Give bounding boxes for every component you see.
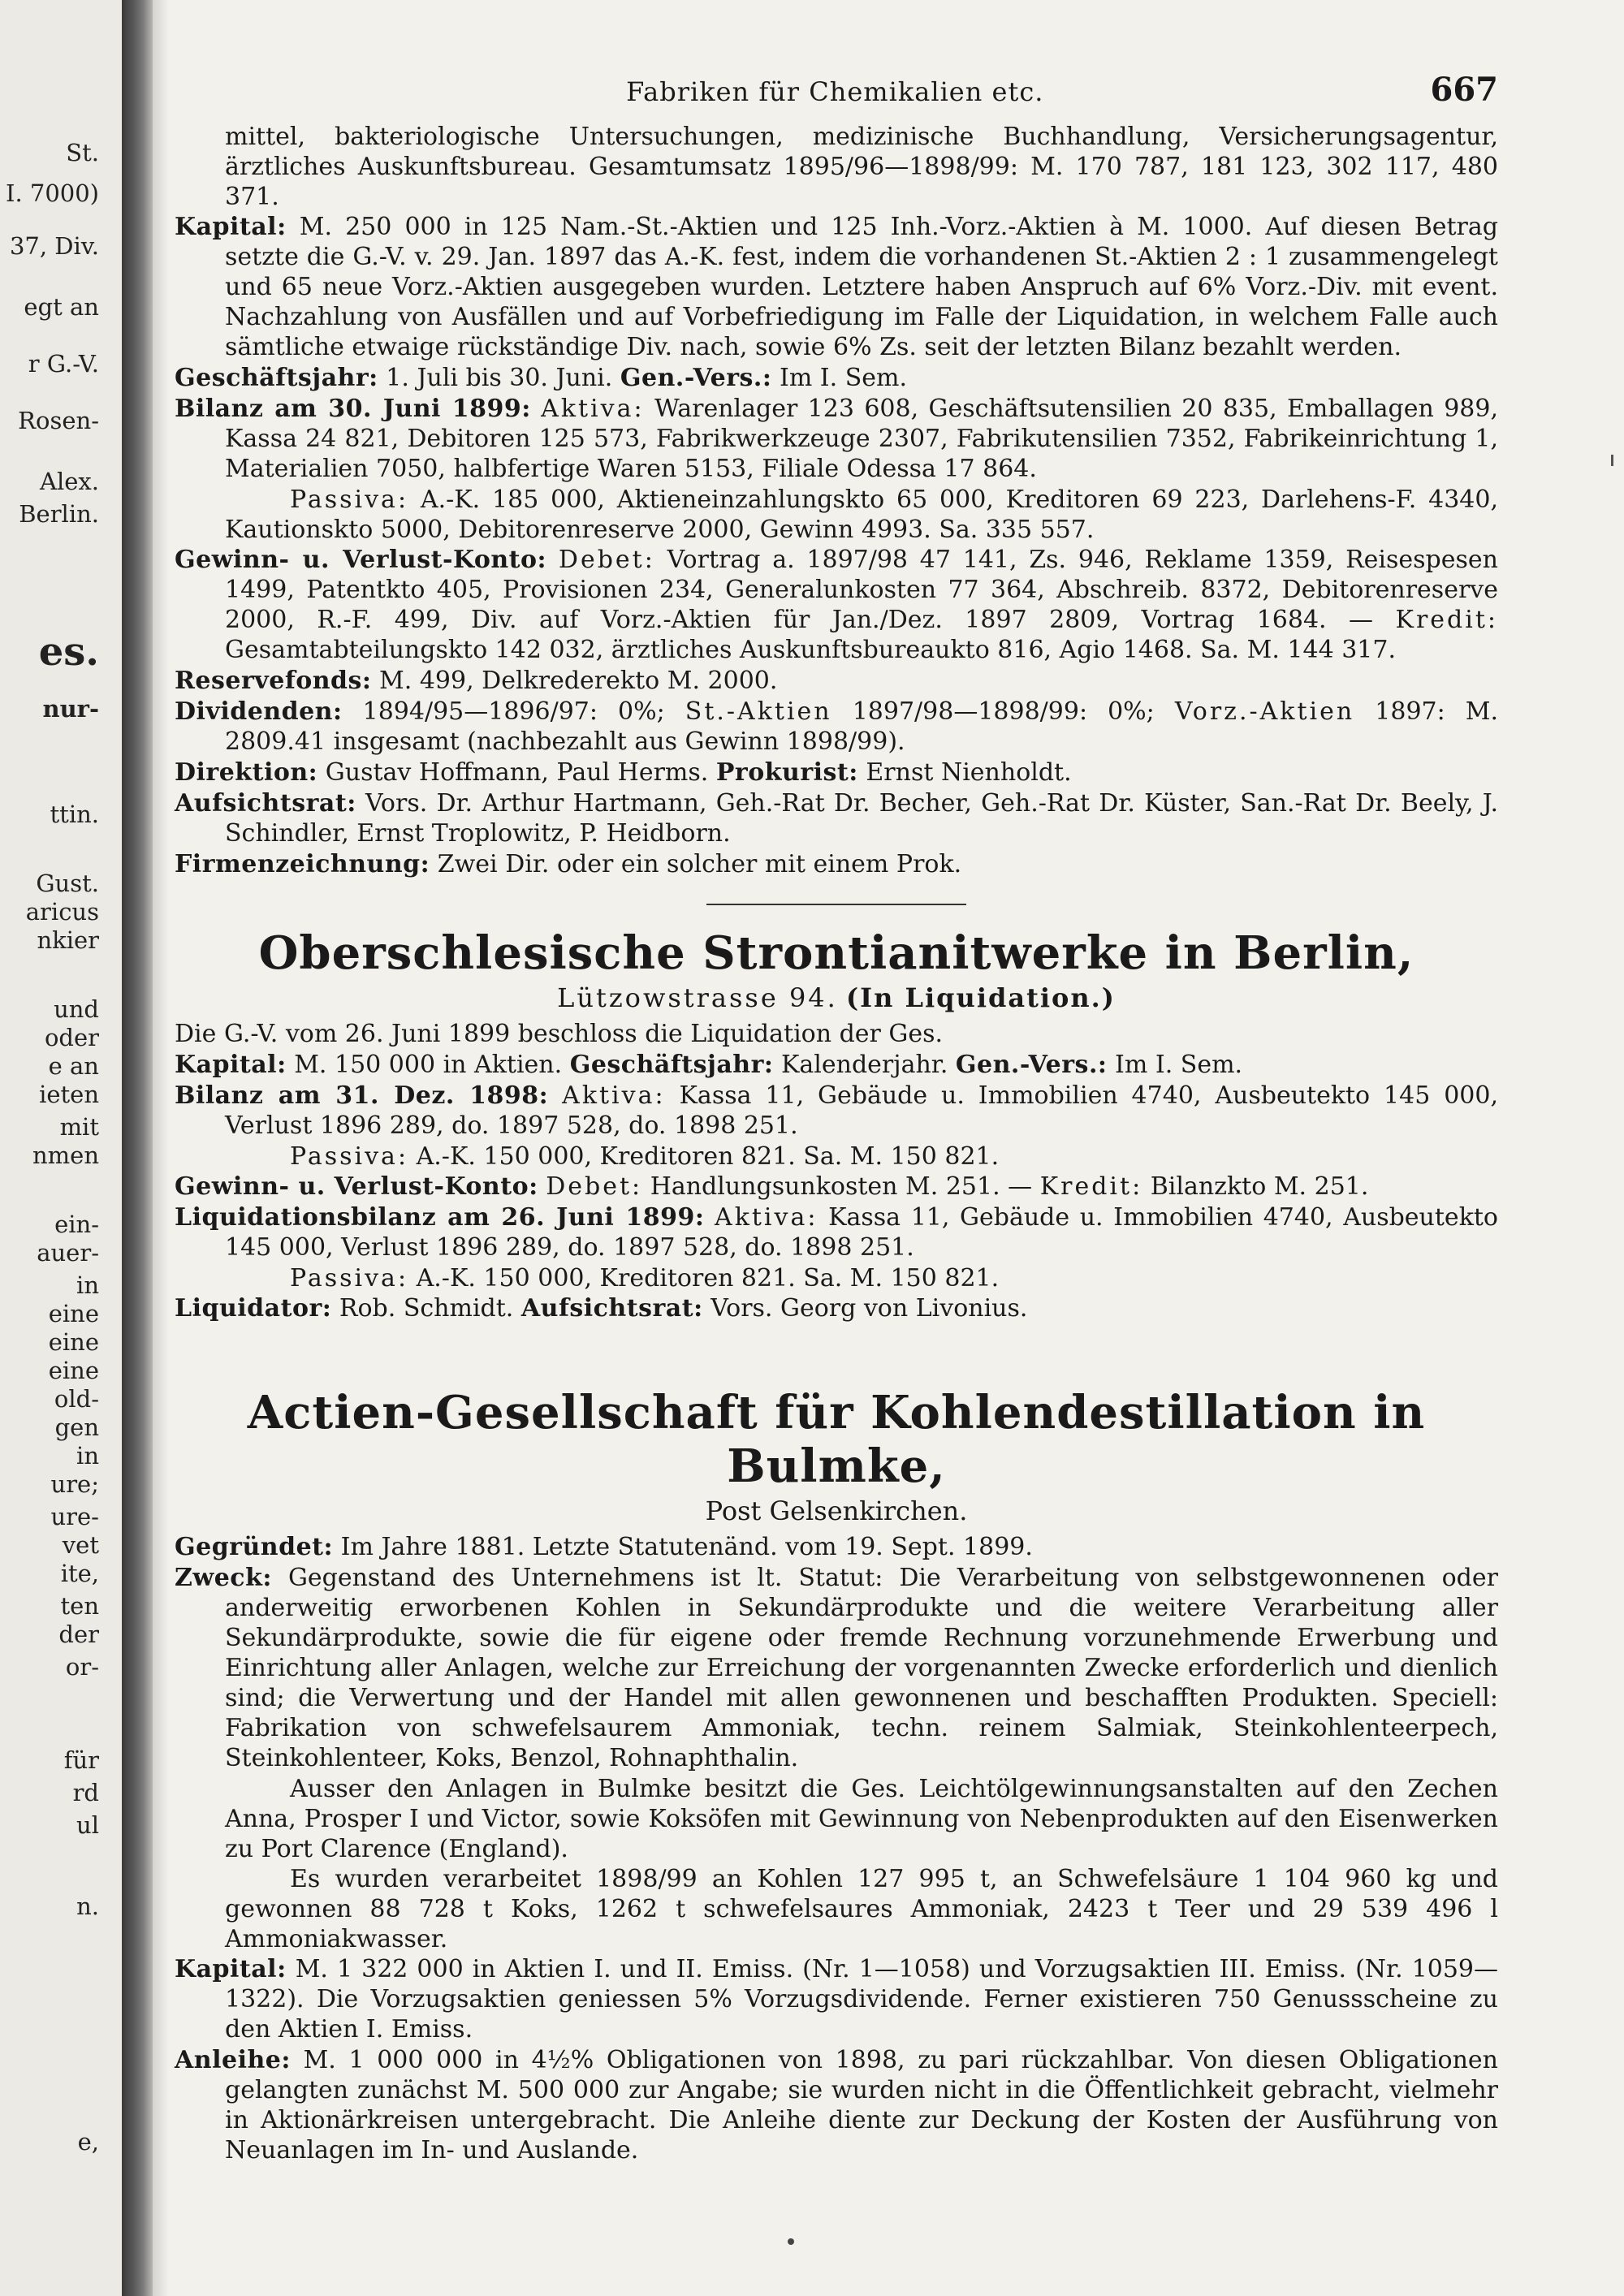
adjacent-page-fragment: ieten bbox=[39, 1081, 99, 1108]
prokurist-text: Ernst Nienholdt. bbox=[866, 758, 1072, 787]
section3-para2: Ausser den Anlagen in Bulmke besitzt die Ges. Leichtölgewinnungsanstalten auf den Zechen Anna, Prosper I und Victor, sowie Koksöfen mit Gewinnung von Nebenprodukten auf den Eisenwerken zu Port Clarence (England). bbox=[225, 1775, 1498, 1863]
section2-intro: Die G.-V. vom 26. Juni 1899 beschloss die Liquidation der Ges. bbox=[175, 1020, 944, 1048]
kapital-label: Kapital: bbox=[175, 1955, 287, 1983]
adjacent-page-fragment: in bbox=[76, 1442, 99, 1470]
prokurist-label: Prokurist: bbox=[715, 758, 858, 787]
adjacent-page-fragment: vet bbox=[62, 1531, 99, 1559]
adjacent-page-fragment: r G.-V. bbox=[28, 350, 99, 378]
adjacent-page-fragment: ein- bbox=[54, 1211, 99, 1238]
aufsichtsrat-text: Vors. Georg von Livonius. bbox=[710, 1294, 1028, 1323]
kapital-label: Kapital: bbox=[175, 1051, 287, 1079]
geschaeftsjahr-text: 1. Juli bis 30. Juni. bbox=[386, 364, 613, 392]
section3-para3: Es wurden verarbeitet 1898/99 an Kohlen 127 995 t, an Schwefelsäure 1 104 960 kg und gewonnen 88 728 t Koks, 1262 t schwefelsaures Ammoniak, 2423 t Teer und 29 539 496 l Ammoniakwasser. bbox=[225, 1865, 1498, 1953]
adjacent-page-fragment: e, bbox=[77, 2128, 99, 2156]
section1-guv bbox=[175, 545, 1498, 665]
genvers-text: Im I. Sem. bbox=[1115, 1051, 1243, 1079]
adjacent-page-fragment: 37, Div. bbox=[9, 232, 99, 260]
adjacent-page-fragment: eine bbox=[48, 1300, 99, 1327]
bilanz-label: Bilanz am 31. Dez. 1898: bbox=[175, 1081, 549, 1110]
page-header bbox=[175, 71, 1498, 110]
passiva-word: Passiva: bbox=[290, 486, 409, 514]
gegruendet-label: Gegründet: bbox=[175, 1533, 334, 1561]
passiva-word: Passiva: bbox=[290, 1264, 409, 1293]
section1-aufsichtsrat bbox=[175, 788, 1498, 848]
liq-passiva: A.-K. 150 000, Kreditoren 821. Sa. M. 150 821. bbox=[416, 1264, 1000, 1293]
company-subtitle: Post Gelsenkirchen. bbox=[705, 1495, 968, 1526]
section-divider bbox=[706, 904, 966, 905]
adjacent-page-fragment: es. bbox=[38, 629, 99, 675]
kredit-word: Kredit: bbox=[1039, 1172, 1143, 1201]
guv-kredit: Gesamtabteilungskto 142 032, ärztliches Auskunftsbureaukto 816, Agio 1468. Sa. M. 144 317. bbox=[225, 636, 1397, 664]
adjacent-page-fragment: nkier bbox=[37, 926, 99, 954]
adjacent-page-fragment: aricus bbox=[25, 898, 99, 926]
adjacent-page-fragment: Rosen- bbox=[18, 407, 99, 434]
adjacent-page-fragment: ul bbox=[76, 1811, 99, 1839]
company-title-kohlendestillation: Actien-Gesellschaft für Kohlendestillation in Bulmke, bbox=[247, 1386, 1426, 1493]
kredit-word: Kredit: bbox=[1395, 606, 1498, 634]
reservefonds-text: M. 499, Delkrederekto M. 2000. bbox=[379, 667, 778, 695]
section1-reservefonds bbox=[175, 666, 1498, 696]
company-address bbox=[175, 982, 1498, 1014]
zweck-text: Gegenstand des Unternehmens ist lt. Statut: Die Verarbeitung von selbstgewonnenen oder anderweitig erworbenen Kohlen in Sekundärprodukte und die weitere Verarbeitung aller Sekundärprodukte, sowie die für eigene oder fremde Rechnung vorzunehmende Erwerbung und Einrichtung aller Anlagen, welche zur Erreichung der vorgenannten Zwecke erforderlich und dienlich sind; die Verwertung und der Handel mit allen gewonnenen und beschafften Produkten. Speciell: Fabrikation von schwefelsaurem Ammoniak, techn. reinem Salmiak, Steinkohlenteerpech, Steinkohlenteer, Koks, Benzol, Rohnaphthalin. bbox=[225, 1564, 1498, 1772]
adjacent-page-fragment: mit bbox=[59, 1113, 99, 1141]
adjacent-page-fragment: und bbox=[54, 995, 99, 1023]
adjacent-page-fragment: Gust. bbox=[36, 870, 99, 897]
debet-word: Debet: bbox=[558, 546, 655, 574]
section3-anleihe bbox=[175, 2045, 1498, 2165]
bilanz-aktiva: Kassa 11, Gebäude u. Immobilien 4740, Ausbeutekto 145 000, Verlust 1896 289, do. 1897 528, do. 1898 251. bbox=[225, 1081, 1498, 1140]
section1-kapital bbox=[175, 212, 1498, 362]
zweck-label: Zweck: bbox=[175, 1564, 272, 1592]
section2-liquidator bbox=[175, 1293, 1498, 1323]
guv-label: Gewinn- u. Verlust-Konto: bbox=[175, 1172, 538, 1201]
adjacent-page-fragment: oder bbox=[44, 1024, 99, 1051]
adjacent-page-fragment: St. bbox=[66, 139, 99, 166]
adjacent-page-fragment: auer- bbox=[37, 1239, 99, 1267]
section2-passiva bbox=[175, 1142, 1498, 1172]
section-gap bbox=[175, 1324, 1498, 1383]
section2-guv bbox=[175, 1172, 1498, 1202]
adjacent-page-fragment: eine bbox=[48, 1357, 99, 1384]
bilanz-aktiva: Warenlager 123 608, Geschäftsutensilien 20 835, Emballagen 989, Kassa 24 821, Debitoren 125 573, Fabrikwerkzeuge 2307, Fabrikutensilien 7352, Fabrikeinrichtung 1, Materialien 7050, halbfertige Waren 5153, Filiale Odessa 17 864. bbox=[225, 395, 1498, 483]
adjacent-page-fragment: Berlin. bbox=[19, 500, 99, 528]
section2-liq-passiva bbox=[175, 1263, 1498, 1293]
adjacent-page-fragment: ure- bbox=[50, 1503, 99, 1530]
liq-bilanz-label: Liquidationsbilanz am 26. Juni 1899: bbox=[175, 1203, 705, 1232]
section1-dividenden bbox=[175, 697, 1498, 757]
liquidation-status: (In Liquidation.) bbox=[846, 982, 1116, 1013]
adjacent-page-fragment: old- bbox=[54, 1385, 99, 1413]
adjacent-page-fragment: e an bbox=[48, 1052, 99, 1080]
passiva-word: Passiva: bbox=[290, 1142, 409, 1171]
liquidator-label: Liquidator: bbox=[175, 1294, 332, 1323]
adjacent-page-fragment: ten bbox=[60, 1592, 99, 1620]
adjacent-page-fragment: für bbox=[63, 1746, 99, 1774]
adjacent-page-fragment: rd bbox=[72, 1779, 99, 1806]
reservefonds-label: Reservefonds: bbox=[175, 667, 372, 695]
section1-passiva bbox=[175, 485, 1498, 545]
bilanz-label: Bilanz am 30. Juni 1899: bbox=[175, 395, 531, 423]
margin-mark bbox=[1611, 455, 1613, 466]
guv-kredit: Bilanzkto M. 251. bbox=[1150, 1172, 1369, 1201]
adjacent-page-fragment: ttin. bbox=[50, 801, 99, 828]
dividenden-text-b: 1897/98—1898/99: 0%; bbox=[852, 697, 1155, 726]
liq-aktiva: Kassa 11, Gebäude u. Immobilien 4740, Ausbeutekto 145 000, Verlust 1896 289, do. 1897 528, do. 1898 251. bbox=[225, 1203, 1498, 1262]
section1-bilanz bbox=[175, 394, 1498, 484]
genvers-label: Gen.-Vers.: bbox=[620, 364, 772, 392]
running-title: Fabriken für Chemikalien etc. bbox=[626, 76, 1044, 107]
section3-kapital bbox=[175, 1954, 1498, 2044]
direktion-text: Gustav Hoffmann, Paul Herms. bbox=[325, 758, 709, 787]
guv-debet: Handlungsunkosten M. 251. — bbox=[650, 1172, 1033, 1201]
book-spine bbox=[122, 0, 153, 2296]
section2-liquidationsbilanz bbox=[175, 1202, 1498, 1262]
adjacent-page-fragment: gen bbox=[54, 1413, 99, 1441]
section3-gegruendet bbox=[175, 1532, 1498, 1562]
genvers-label: Gen.-Vers.: bbox=[955, 1051, 1108, 1079]
page-number: 667 bbox=[1430, 71, 1498, 109]
bilanz-passiva: A.-K. 150 000, Kreditoren 821. Sa. M. 150 821. bbox=[416, 1142, 1000, 1171]
aktiva-word: Aktiva: bbox=[562, 1081, 666, 1110]
adjacent-page-fragment: ite, bbox=[60, 1560, 99, 1587]
adjacent-page-fragment: eine bbox=[48, 1328, 99, 1356]
adjacent-page-fragment: Alex. bbox=[40, 468, 99, 495]
section3-zweck bbox=[175, 1563, 1498, 1773]
adjacent-page-fragment: egt an bbox=[24, 293, 99, 321]
adjacent-page-fragment: der bbox=[58, 1621, 99, 1648]
dividenden-st: St.-Aktien bbox=[685, 697, 832, 726]
adjacent-page-fragment: nur- bbox=[42, 695, 99, 723]
section1-geschaeftsjahr bbox=[175, 363, 1498, 393]
printer-dot bbox=[788, 2238, 794, 2245]
kapital-text: M. 150 000 in Aktien. bbox=[294, 1051, 563, 1079]
gegruendet-text: Im Jahre 1881. Letzte Statutenänd. vom 19. Sept. 1899. bbox=[340, 1533, 1033, 1561]
aufsichtsrat-label: Aufsichtsrat: bbox=[520, 1294, 703, 1323]
address-text: Lützowstrasse 94. bbox=[557, 982, 838, 1013]
section1-intro: mittel, bakteriologische Untersuchungen, medizinische Buchhandlung, Versicherungsagentur, ärztliches Auskunftsbureau. Gesamtumsatz 1895/96—1898/99: M. 170 787, 181 123, 302 117, 480 371. bbox=[225, 123, 1498, 211]
adjacent-page-fragment: ure; bbox=[50, 1470, 99, 1498]
spine-shadow bbox=[153, 0, 169, 2296]
liquidator-text: Rob. Schmidt. bbox=[339, 1294, 514, 1323]
dividenden-label: Dividenden: bbox=[175, 697, 343, 726]
bilanz-passiva: A.-K. 185 000, Aktieneinzahlungskto 65 000, Kreditoren 69 223, Darlehens-F. 4340, Kautionskto 5000, Debitorenreserve 2000, Gewinn 4993. Sa. 335 557. bbox=[225, 486, 1498, 544]
section1-firmenzeichnung bbox=[175, 849, 1498, 879]
geschaeftsjahr-label: Geschäftsjahr: bbox=[569, 1051, 774, 1079]
anleihe-label: Anleihe: bbox=[175, 2046, 291, 2074]
direktion-label: Direktion: bbox=[175, 758, 318, 787]
adjacent-page-fragment: or- bbox=[65, 1653, 99, 1681]
company-title-strontianitwerke: Oberschlesische Strontianitwerke in Berlin, bbox=[258, 926, 1415, 980]
debet-word: Debet: bbox=[546, 1172, 643, 1201]
kapital-text: M. 1 322 000 in Aktien I. und II. Emiss. (Nr. 1—1058) und Vorzugsaktien III. Emiss. (Nr. 1059—1322). Die Vorzugsaktien geniessen 5% Vorzugsdividende. Ferner existieren 750 Genussscheine zu den Aktien I. Emiss. bbox=[225, 1955, 1498, 2044]
kapital-text: M. 250 000 in 125 Nam.-St.-Aktien und 125 Inh.-Vorz.-Aktien à M. 1000. Auf diesen Betrag setzte die G.-V. v. 29. Jan. 1897 das A.-K. fest, indem die vorhandenen St.-Aktien 2 : 1 zusammengelegt und 65 neue Vorz.-Aktien ausgegeben wurden. Letztere haben Anspruch auf 6% Vorz.-Div. mit event. Nachzahlung von Ausfällen und auf Vorbefriedigung im Falle der Liquidation, in welchem Falle auch sämtliche etwaige rückständige Div. nach, sowie 6% Zs. seit der letzten Bilanz bezahlt werden. bbox=[225, 213, 1498, 361]
firmenzeichnung-text: Zwei Dir. oder ein solcher mit einem Prok. bbox=[437, 850, 962, 878]
geschaeftsjahr-text: Kalenderjahr. bbox=[781, 1051, 948, 1079]
dividenden-text-c: 1897: M. 2809.41 insgesamt (nachbezahlt aus Gewinn 1898/99). bbox=[225, 697, 1499, 756]
anleihe-text: M. 1 000 000 in 4½% Obligationen von 1898, zu pari rückzahlbar. Von diesen Obligationen gelangten zunächst M. 500 000 zur Angabe; sie wurden nicht in die Öffentlichkeit gebracht, vielmehr in Aktionärkreisen untergebracht. Die Anleihe diente zur Deckung der Kosten der Ausführung von Neuanlagen im In- und Auslande. bbox=[225, 2046, 1498, 2164]
adjacent-page-fragment: nmen bbox=[32, 1142, 99, 1169]
dividenden-vorz: Vorz.-Aktien bbox=[1174, 697, 1355, 726]
firmenzeichnung-label: Firmenzeichnung: bbox=[175, 850, 430, 878]
aufsichtsrat-label: Aufsichtsrat: bbox=[175, 789, 356, 818]
adjacent-page-fragment: in bbox=[76, 1271, 99, 1299]
adjacent-page bbox=[0, 0, 122, 2296]
kapital-label: Kapital: bbox=[175, 213, 287, 241]
aktiva-word: Aktiva: bbox=[715, 1203, 818, 1232]
geschaeftsjahr-label: Geschäftsjahr: bbox=[175, 364, 378, 392]
dividenden-text-a: 1894/95—1896/97: 0%; bbox=[362, 697, 665, 726]
aktiva-word: Aktiva: bbox=[541, 395, 645, 423]
guv-label: Gewinn- u. Verlust-Konto: bbox=[175, 546, 547, 574]
genvers-text: Im I. Sem. bbox=[779, 364, 908, 392]
adjacent-page-fragment: n. bbox=[76, 1892, 99, 1920]
guv-debet: Vortrag a. 1897/98 47 141, Zs. 946, Reklame 1359, Reisespesen 1499, Patentkto 405, Provisionen 234, Generalunkosten 77 364, Abschreib. 8372, Debitorenreserve 2000, R.-F. 499, Div. auf Vorz.-Aktien für Jan./Dez. 1897 2809, Vortrag 1684. — bbox=[225, 546, 1498, 634]
section2-kapital bbox=[175, 1050, 1498, 1080]
adjacent-page-fragment: I. 7000) bbox=[5, 179, 99, 207]
section1-direktion bbox=[175, 757, 1498, 788]
aufsichtsrat-text: Vors. Dr. Arthur Hartmann, Geh.-Rat Dr. Becher, Geh.-Rat Dr. Küster, San.-Rat Dr. Beely, J. Schindler, Ernst Troplowitz, P. Heidborn. bbox=[225, 789, 1498, 848]
page-content bbox=[175, 71, 1499, 2166]
section2-bilanz bbox=[175, 1081, 1498, 1141]
